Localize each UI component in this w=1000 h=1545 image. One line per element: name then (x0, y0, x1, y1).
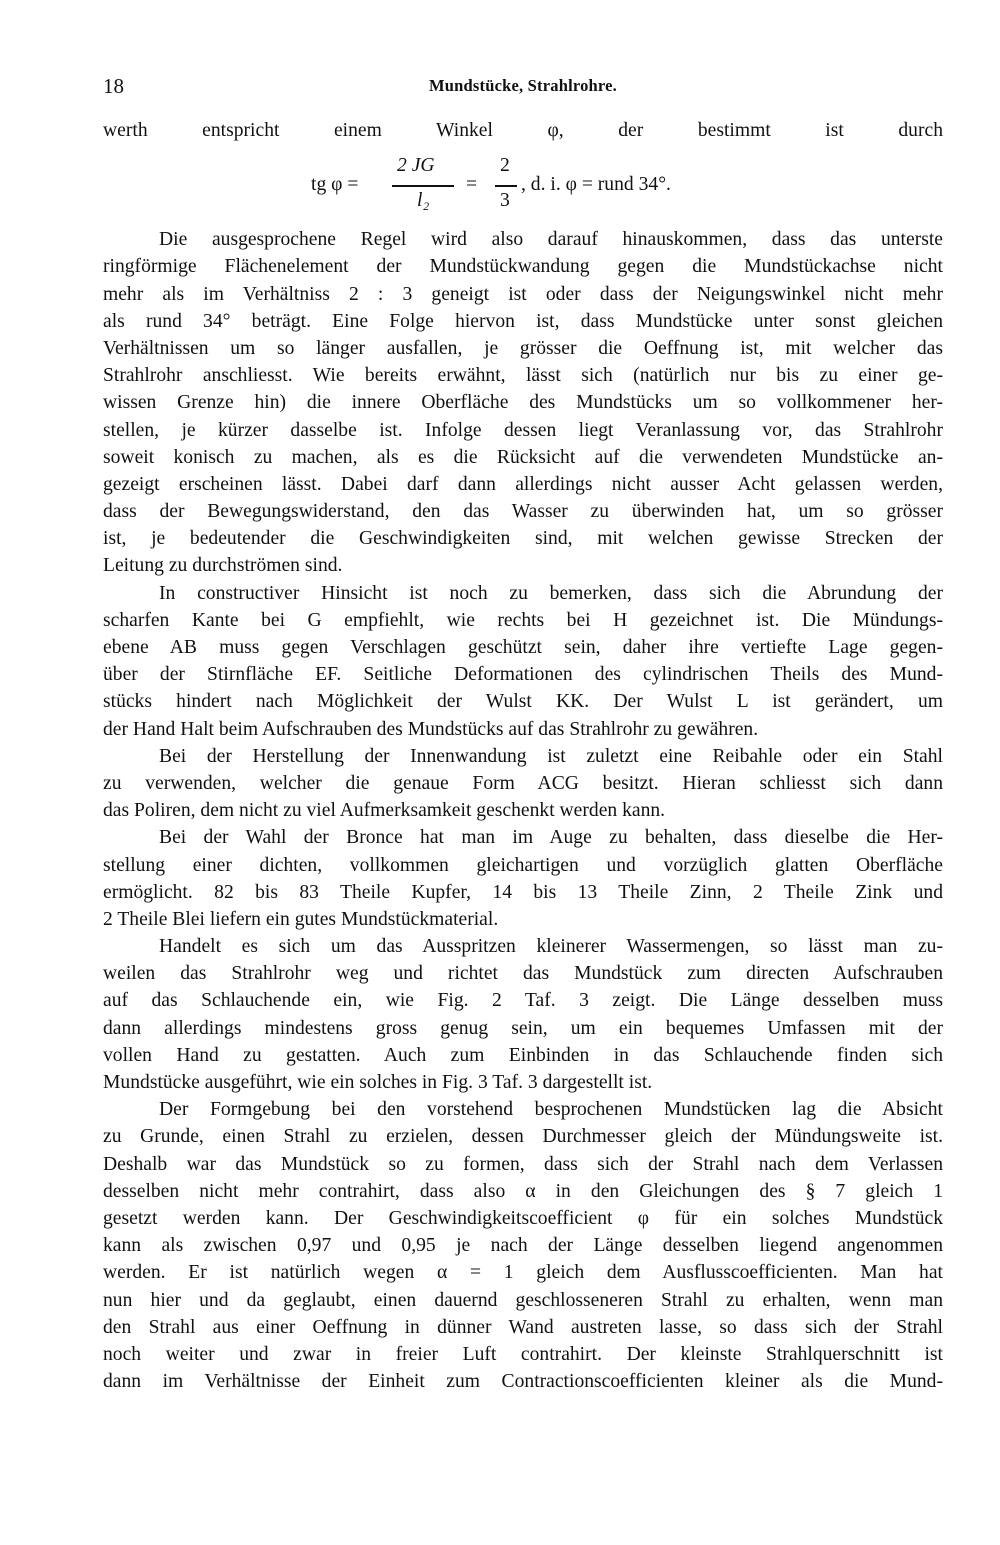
text-line: soweit konisch zu machen, als es die Rücksicht auf die verwendeten Mundstücke an- (103, 446, 943, 468)
text-line: dass der Bewegungswiderstand, den das Wasser zu überwinden hat, um so grösser (103, 501, 943, 523)
fraction-bar-2 (495, 185, 517, 186)
text-line: noch weiter und zwar in freier Luft contrahirt. Der kleinste Strahlquerschnitt ist (103, 1343, 943, 1365)
text-line: der Hand Halt beim Aufschrauben des Mundstücks auf das Strahlrohr zu gewähren. (103, 718, 759, 740)
text-line: dann im Verhältnisse der Einheit zum Contractionscoefficienten kleiner als die Mund- (103, 1371, 943, 1393)
formula-tail: , d. i. φ = rund 34°. (521, 174, 671, 196)
text-line: gesetzt werden kann. Der Geschwindigkeitscoefficient φ für ein solches Mundstück (103, 1207, 943, 1229)
text-line: Leitung zu durchströmen sind. (103, 555, 343, 577)
text-line: stücks hindert nach Möglichkeit der Wulst KK. Der Wulst L ist gerändert, um (103, 691, 943, 713)
paragraph-first-line: Bei der Herstellung der Innenwandung ist zuletzt eine Reibahle oder ein Stahl (159, 745, 943, 767)
text-line: Verhältnissen um so länger ausfallen, je grösser die Oeffnung ist, mit welcher das (103, 337, 943, 359)
text-line: über der Stirnfläche EF. Seitliche Deformationen des cylindrischen Theils des Mund- (103, 664, 943, 686)
text-line: das Poliren, dem nicht zu viel Aufmerksamkeit geschenkt werden kann. (103, 800, 666, 822)
text-line: desselben nicht mehr contrahirt, dass also α in den Gleichungen des § 7 gleich 1 (103, 1180, 943, 1202)
formula-equals: = (466, 174, 478, 196)
text-line: ebene AB muss gegen Verschlagen geschützt sein, daher ihre vertiefte Lage gegen- (103, 637, 943, 658)
paragraph-first-line: Bei der Wahl der Bronce hat man im Auge zu behalten, dass dieselbe die Her- (159, 827, 943, 849)
text-line: stellung einer dichten, vollkommen gleichartigen und vorzüglich glatten Oberfläche (103, 854, 943, 876)
formula-numerator: 2 JG (397, 155, 435, 177)
text-line: ringförmige Flächenelement der Mundstückwandung gegen die Mundstückachse nicht (103, 256, 943, 278)
paragraph-first-line: In constructiver Hinsicht ist noch zu bemerken, dass sich die Abrundung der (159, 582, 943, 604)
text-line: Strahlrohr anschliesst. Wie bereits erwähnt, lässt sich (natürlich nur bis zu einer ge- (103, 365, 943, 387)
text-line: werth entspricht einem Winkel φ, der bestimmt ist durch (103, 120, 943, 141)
text-line: dann allerdings mindestens gross genug sein, um ein bequemes Umfassen mit der (103, 1017, 943, 1039)
formula-lhs: tg φ = (311, 174, 359, 196)
text-line: zu Grunde, einen Strahl zu erzielen, dessen Durchmesser gleich der Mündungsweite ist. (103, 1126, 943, 1148)
text-line: den Strahl aus einer Oeffnung in dünner Wand austreten lasse, so dass sich der Strahl (103, 1316, 943, 1338)
formula-numerator-2: 2 (500, 155, 510, 177)
page-header (103, 70, 943, 102)
body-text (103, 117, 943, 1395)
paragraph-first-line: Handelt es sich um das Ausspritzen kleinerer Wassermengen, so lässt man zu- (159, 936, 943, 958)
running-head: Mundstücke, Strahlrohre. (429, 76, 617, 95)
text-line: stellen, je kürzer dasselbe ist. Infolge dessen liegt Veranlassung vor, das Strahlrohr (103, 419, 943, 441)
text-line: vollen Hand zu gestatten. Auch zum Einbinden in das Schlauchende finden sich (103, 1044, 943, 1066)
page-number: 18 (103, 74, 124, 98)
text-line: 2 Theile Blei liefern ein gutes Mundstückmaterial. (103, 908, 499, 930)
text-line: mehr als im Verhältniss 2 : 3 geneigt ist oder dass der Neigungswinkel nicht mehr (103, 283, 943, 305)
fraction-bar (392, 185, 454, 186)
text-line: nun hier und da geglaubt, einen dauernd geschlosseneren Strahl zu erhalten, wenn man (103, 1289, 943, 1311)
text-line: ermöglicht. 82 bis 83 Theile Kupfer, 14 bis 13 Theile Zinn, 2 Theile Zink und (103, 881, 943, 903)
text-line: Mundstücke ausgeführt, wie ein solches in Fig. 3 Taf. 3 dargestellt ist. (103, 1072, 653, 1093)
text-line: werden. Er ist natürlich wegen α = 1 gleich dem Ausflusscoefficienten. Man hat (103, 1262, 943, 1284)
formula (103, 144, 943, 226)
text-line: zu verwenden, welcher die genaue Form ACG besitzt. Hieran schliesst sich dann (103, 772, 943, 794)
text-line: kann als zwischen 0,97 und 0,95 je nach der Länge desselben liegend angenommen (103, 1235, 943, 1257)
text-line: weilen das Strahlrohr weg und richtet das Mundstück zum directen Aufschrauben (103, 963, 943, 985)
text-line: wissen Grenze hin) die innere Oberfläche des Mundstücks um so vollkommener her- (103, 392, 943, 414)
formula-denominator-2: 3 (500, 190, 510, 212)
text-line: Deshalb war das Mundstück so zu formen, dass sich der Strahl nach dem Verlassen (103, 1153, 943, 1175)
text-line: scharfen Kante bei G empfiehlt, wie rechts bei H gezeichnet ist. Die Mündungs- (103, 609, 943, 631)
text-line: als rund 34° beträgt. Eine Folge hiervon ist, dass Mundstücke unter sonst gleichen (103, 310, 943, 332)
text-line: auf das Schlauchende ein, wie Fig. 2 Taf. 3 zeigt. Die Länge desselben muss (103, 990, 943, 1012)
paragraph-first-line: Die ausgesprochene Regel wird also darauf hinauskommen, dass das unterste (159, 229, 943, 251)
formula-denominator: l₂ (417, 190, 430, 212)
text-line: ist, je bedeutender die Geschwindigkeiten sind, mit welchen gewisse Strecken der (103, 528, 943, 550)
text-line: gezeigt erscheinen lässt. Dabei darf dann allerdings nicht ausser Acht gelassen werden, (103, 473, 943, 495)
paragraph-first-line: Der Formgebung bei den vorstehend besprochenen Mundstücken lag die Absicht (159, 1099, 943, 1121)
